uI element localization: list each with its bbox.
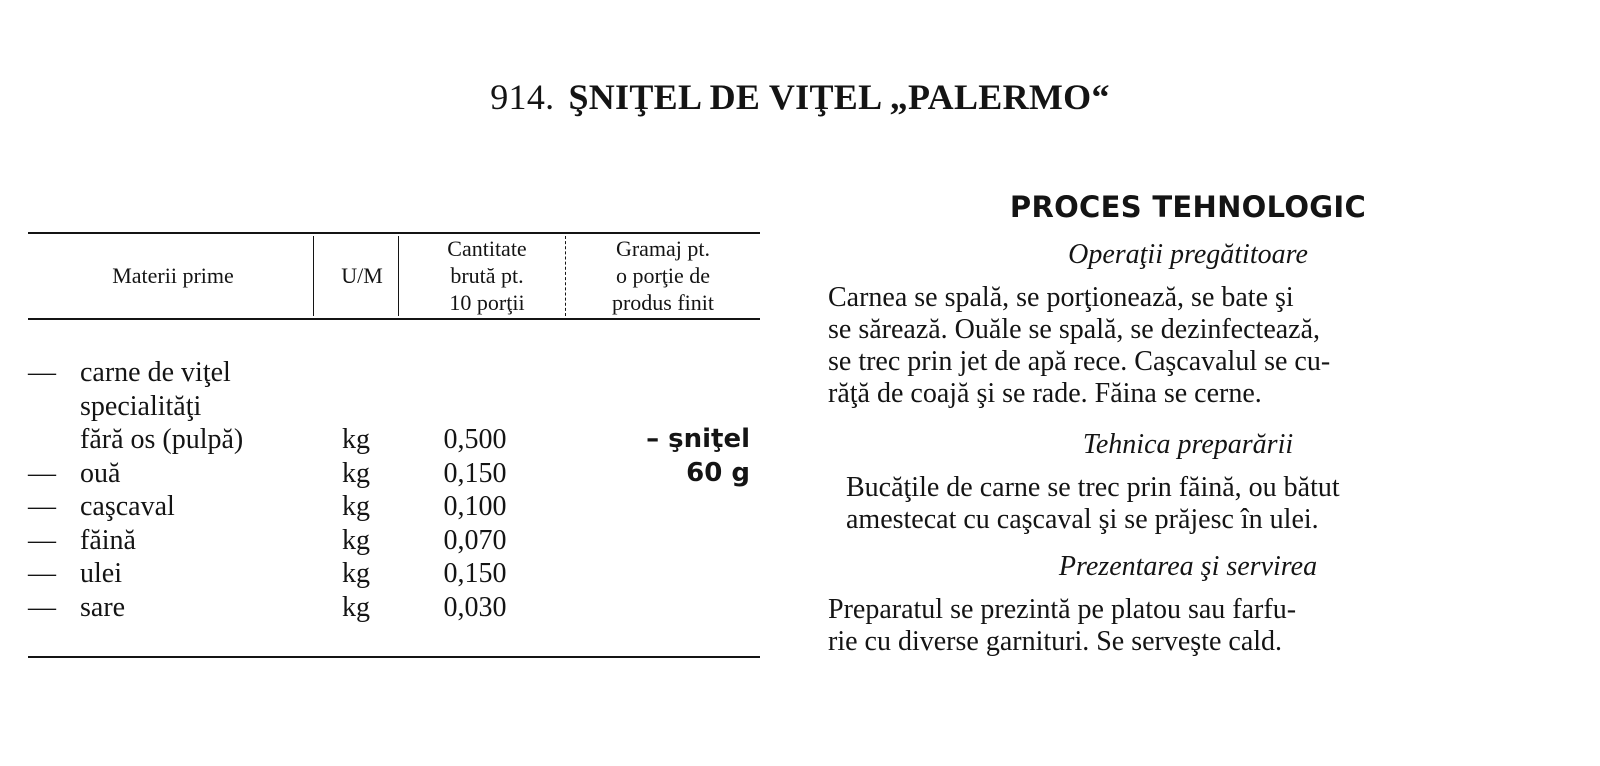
- ingredient-quantity: 0,150: [443, 457, 507, 489]
- portion-weight: – şniţel: [646, 424, 750, 454]
- table-row: [28, 423, 760, 457]
- recipe-number: 914.: [490, 77, 555, 117]
- table-row: [28, 490, 760, 524]
- header-materii-prime: Materii prime: [112, 262, 234, 288]
- ingredient-name: ouă: [80, 457, 121, 489]
- section-paragraph: [828, 594, 1548, 658]
- ingredient-quantity: 0,150: [443, 558, 507, 589]
- table-row: [28, 591, 760, 625]
- row-dash: —: [28, 357, 56, 388]
- ingredient-unit: kg: [342, 424, 370, 455]
- section-heading: Tehnica preparării: [1082, 429, 1294, 460]
- ingredient-name: specialităţi: [80, 390, 202, 422]
- ingredient-name: ulei: [80, 558, 122, 589]
- ingredient-quantity: 0,500: [443, 424, 507, 455]
- row-dash: —: [28, 524, 56, 556]
- header-gramaj: Gramaj pt. o porţie de produs finit: [611, 235, 715, 315]
- section-heading: Operaţii pregătitoare: [1068, 239, 1308, 270]
- ingredient-unit: kg: [342, 457, 370, 489]
- table-row: [28, 457, 760, 491]
- table-row: [28, 557, 760, 591]
- paragraph-line: Preparatul se prezintă pe platou sau farfu-: [828, 594, 1297, 625]
- ingredient-name: fără os (pulpă): [80, 424, 244, 455]
- table-header-rule: [28, 318, 760, 320]
- paragraph-line: se sărează. Ouăle se spală, se dezinfectează,: [828, 314, 1321, 345]
- paragraph-line: amestecat cu caşcaval şi se prăjesc în ulei.: [846, 504, 1319, 535]
- row-dash: —: [28, 558, 56, 589]
- recipe-name: ŞNIŢEL DE VIŢEL „PALERMO“: [568, 77, 1110, 117]
- table-row: [28, 390, 760, 424]
- ingredient-quantity: 0,070: [443, 524, 507, 556]
- section-heading: Prezentarea şi servirea: [1058, 551, 1318, 582]
- paragraph-line: Bucăţile de carne se trec prin făină, ou bătut: [846, 472, 1340, 503]
- ingredient-unit: kg: [342, 491, 370, 522]
- ingredient-rows: [28, 356, 760, 624]
- header-um: U/M: [341, 262, 383, 288]
- row-dash: —: [28, 491, 56, 522]
- ingredients-table: [28, 230, 760, 670]
- section-paragraph: [828, 472, 1548, 536]
- row-dash: —: [28, 457, 56, 489]
- process-title: PROCES TEHNOLOGIC: [1009, 190, 1367, 224]
- header-cantitate-bruta: Cantitate brută pt. 10 porţii: [447, 235, 527, 315]
- ingredient-quantity: 0,030: [443, 591, 507, 623]
- ingredient-name: sare: [80, 591, 126, 623]
- table-row: [28, 524, 760, 558]
- ingredient-name: carne de viţel: [80, 357, 231, 388]
- recipe-title: [0, 76, 1600, 118]
- row-dash: —: [28, 591, 56, 623]
- ingredient-quantity: 0,100: [443, 491, 507, 522]
- paragraph-line: se trec prin jet de apă rece. Caşcavalul se cu-: [828, 346, 1331, 377]
- ingredient-name: făină: [80, 524, 136, 556]
- process-section: [828, 190, 1548, 658]
- ingredient-unit: kg: [342, 591, 370, 623]
- ingredient-unit: kg: [342, 558, 370, 589]
- paragraph-line: Carnea se spală, se porţionează, se bate şi: [828, 282, 1294, 313]
- paragraph-line: rie cu diverse garnituri. Se serveşte cald.: [828, 626, 1283, 657]
- table-row: [28, 356, 760, 390]
- section-paragraph: [828, 282, 1548, 410]
- portion-weight: 60 g: [686, 457, 750, 488]
- paragraph-line: răţă de coajă şi se rade. Făina se cerne.: [828, 378, 1262, 409]
- ingredient-name: caşcaval: [80, 491, 175, 522]
- ingredient-unit: kg: [342, 524, 370, 556]
- table-bottom-rule: [28, 656, 760, 658]
